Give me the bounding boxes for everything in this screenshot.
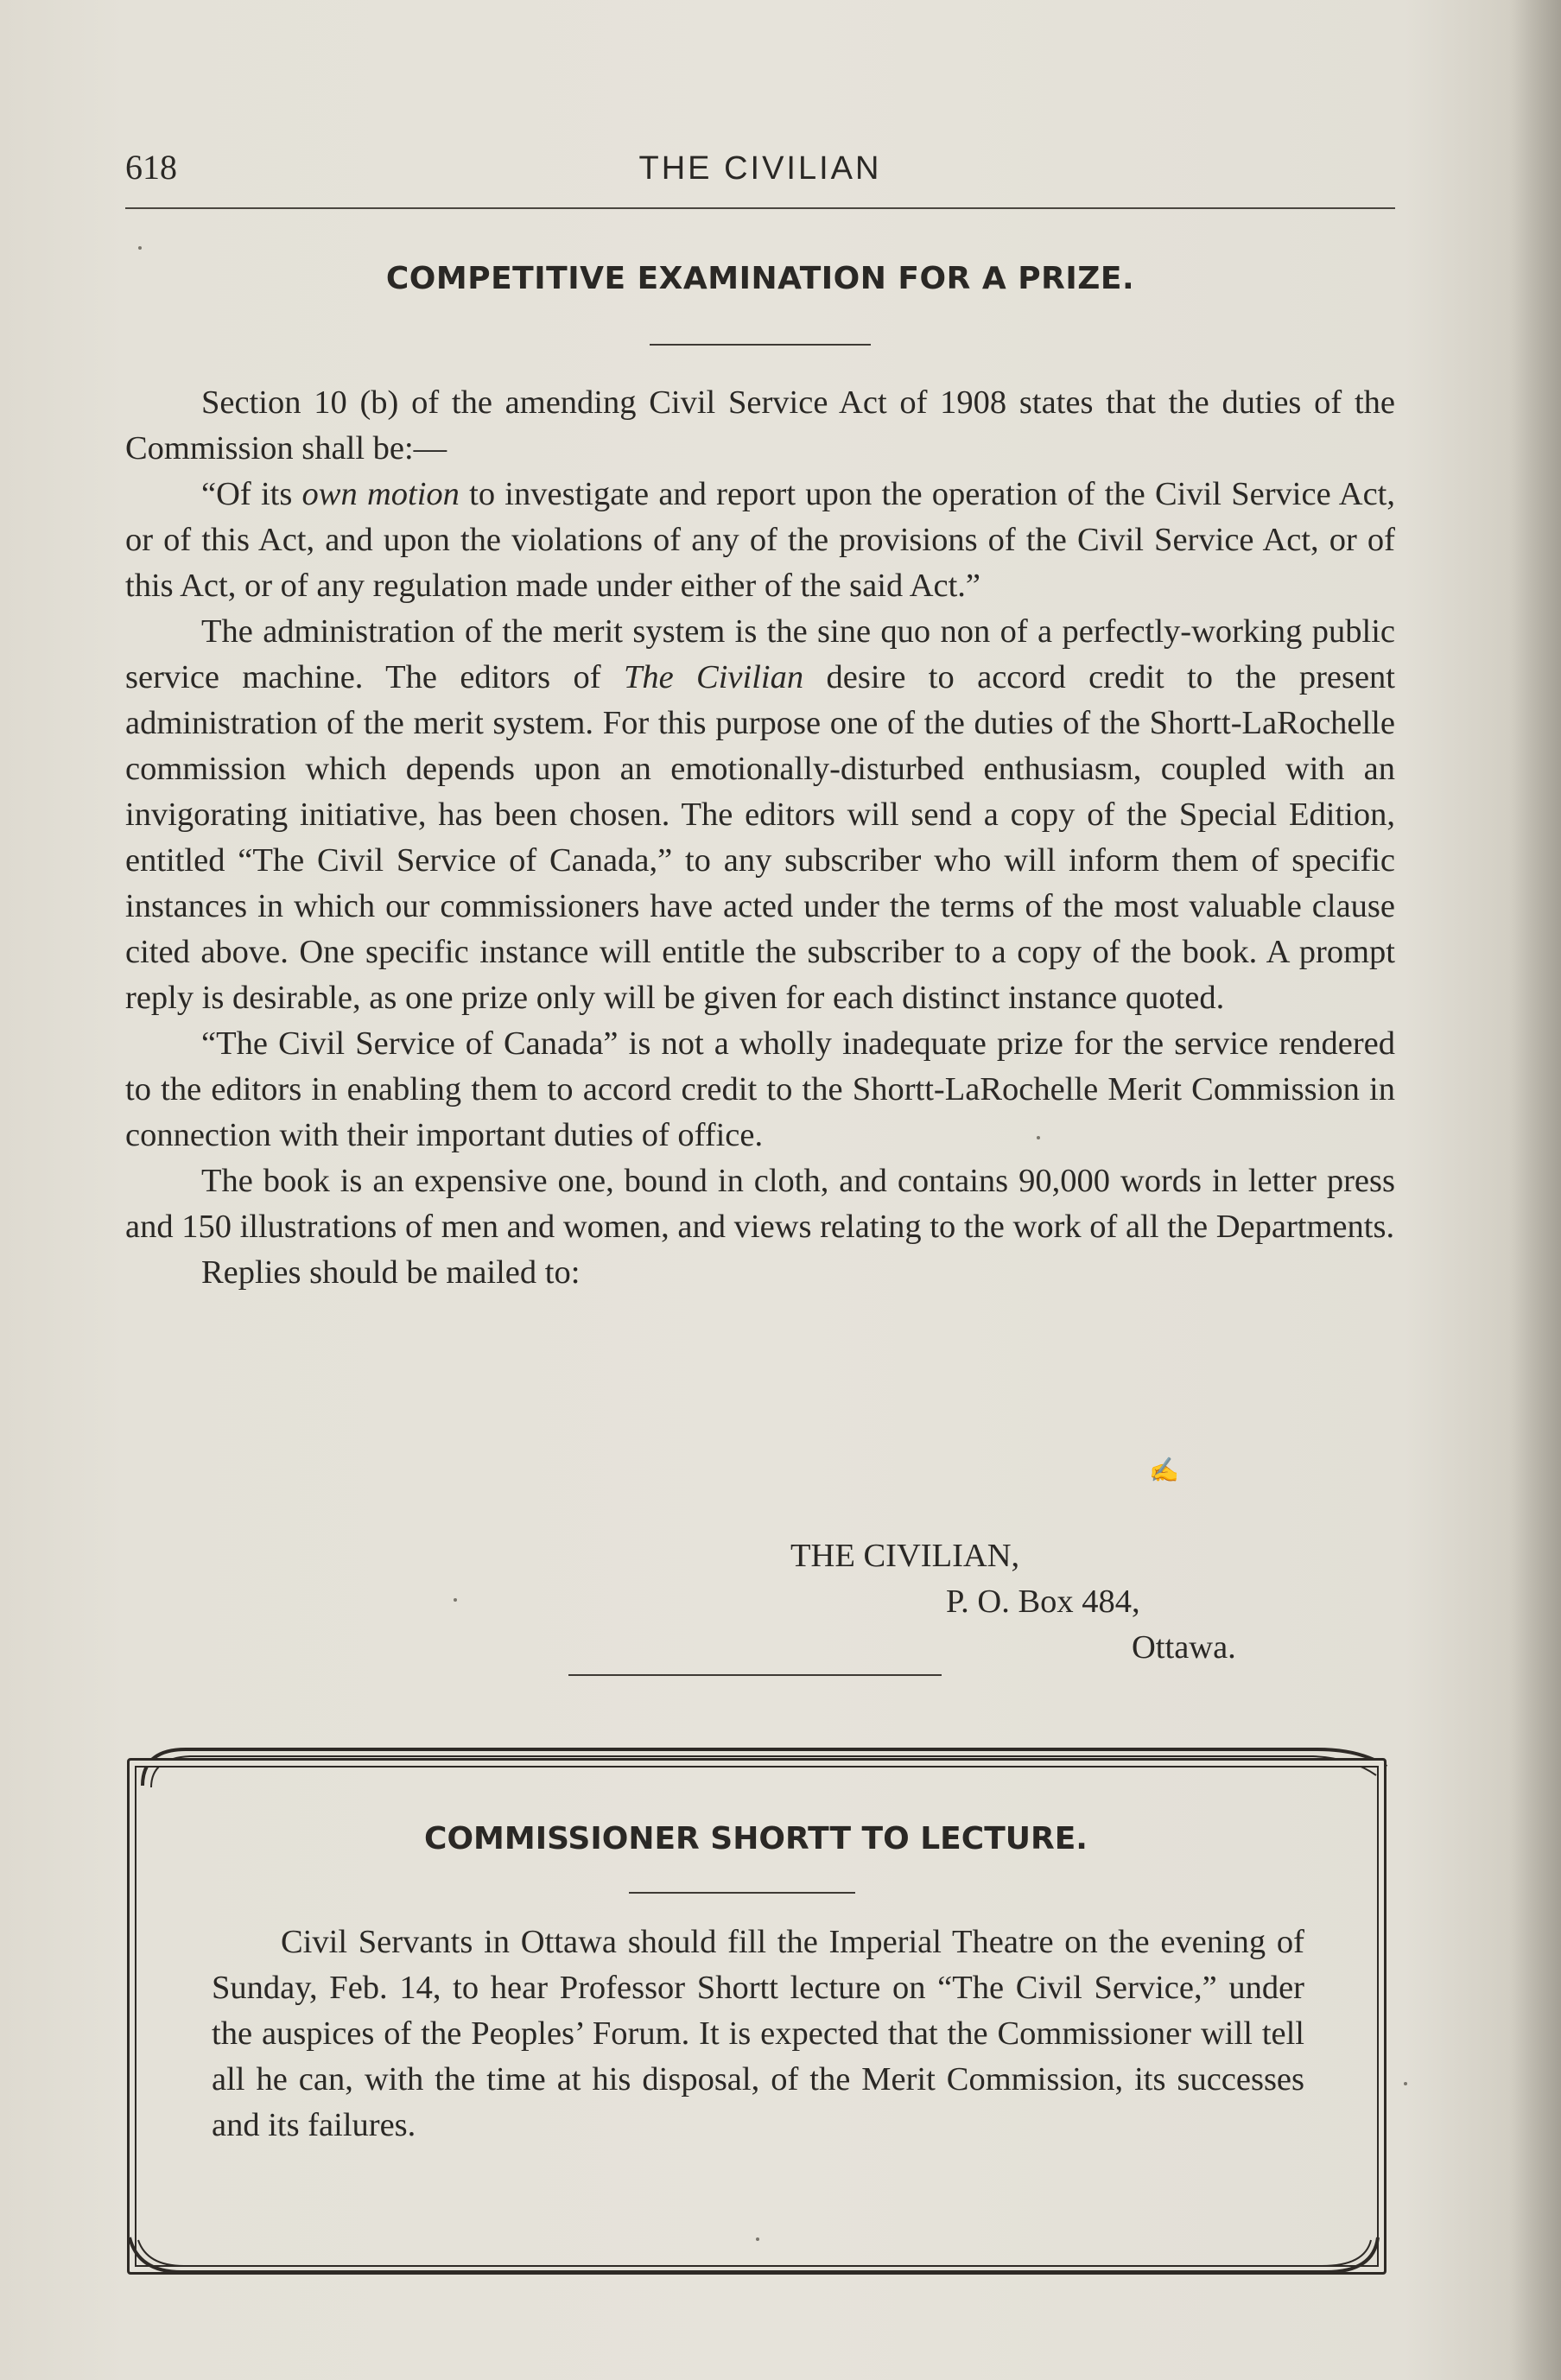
- speck: [1404, 2082, 1407, 2085]
- para3-italic: The Civilian: [623, 659, 804, 695]
- running-header: [125, 147, 1395, 195]
- article-heading-commissioner-lecture: COMMISSIONER SHORTT TO LECTURE.: [424, 1821, 1088, 1856]
- paragraph-prize: “The Civil Service of Canada” is not a wholly inadequate prize for the service rendered to the editors in enabling them to accord credit to the Shortt-LaRochelle Merit Commission in connection with their important duties of office.: [125, 1025, 1395, 1153]
- speck: [138, 246, 142, 250]
- header-rule: [125, 207, 1395, 209]
- page-edge-shadow: [1509, 0, 1561, 2380]
- quote-italic: own motion: [301, 476, 460, 512]
- paragraph-book: The book is an expensive one, bound in cloth, and contains 90,000 words in letter press and 150 illustrations of men and women, and views relating to the work of all the Departments.: [125, 1163, 1395, 1245]
- section-divider-rule: [568, 1674, 942, 1676]
- heading-rule: [650, 344, 871, 346]
- pen-mark-icon: ✍: [1149, 1457, 1179, 1484]
- paragraph-section-10: Section 10 (b) of the amending Civil Service Act of 1908 states that the duties of the Commission shall be:—: [125, 384, 1395, 466]
- address-line-1: THE CIVILIAN,: [790, 1538, 1020, 1574]
- article-heading-competitive-examination: COMPETITIVE EXAMINATION FOR A PRIZE.: [385, 261, 1135, 296]
- para3-after: desire to accord credit to the present administration of the merit system. For this purpose one of the duties of the Shortt-LaRochelle commission which depends upon an emotionally-disturbed enthusiasm, coupled with an invigorating initiative, has been chosen. The editors will send a copy of the Special Edition, entitled “The Civil Service of Canada,” to any subscriber who will inform them of specific instances in which our commissioners have acted under the terms of the most valuable clause cited above. One specific instance will entitle the subscriber to a copy of the book. A prompt reply is desirable, as one prize only will be given for each distinct instance quoted.: [125, 659, 1395, 1016]
- page-number: 618: [125, 148, 177, 187]
- article-body-competitive-examination: [125, 380, 1395, 1296]
- address-line-2: P. O. Box 484,: [946, 1583, 1140, 1620]
- paragraph-replies: Replies should be mailed to:: [201, 1254, 581, 1291]
- paragraph-lecture: Civil Servants in Ottawa should fill the Imperial Theatre on the evening of Sunday, Feb. 14, to hear Professor Shortt lecture on “The Civil Service,” under the auspices of the Peoples’ Forum. It is expected that the Commissioner will tell all he can, with the time at his disposal, of the Merit Commission, its successes and its failures.: [212, 1924, 1304, 2143]
- paragraph-quote: [125, 472, 1395, 609]
- quote-open: “Of its: [201, 476, 302, 512]
- speck: [756, 2237, 759, 2241]
- quote-rest: to investigate and report upon the operation of the Civil Service Act, or of this Act, and upon the violations of any of the provisions of the Civil Service Act, or of this Act, or of any regulation made under either of the said Act.”: [125, 476, 1395, 604]
- speck: [454, 1598, 457, 1602]
- paragraph-administration: [125, 609, 1395, 1021]
- journal-title: THE CIVILIAN: [638, 150, 882, 187]
- address-line-3: Ottawa.: [1132, 1629, 1236, 1666]
- box-heading-rule: [629, 1892, 855, 1894]
- speck: [1037, 1136, 1040, 1139]
- article-body-commissioner-lecture: [212, 1920, 1304, 2148]
- box-bottom-ornament: [117, 2233, 1395, 2285]
- para3-before: The administration of the merit system is the sine quo non of a perfectly-working public service machine. The editors of: [125, 613, 1395, 695]
